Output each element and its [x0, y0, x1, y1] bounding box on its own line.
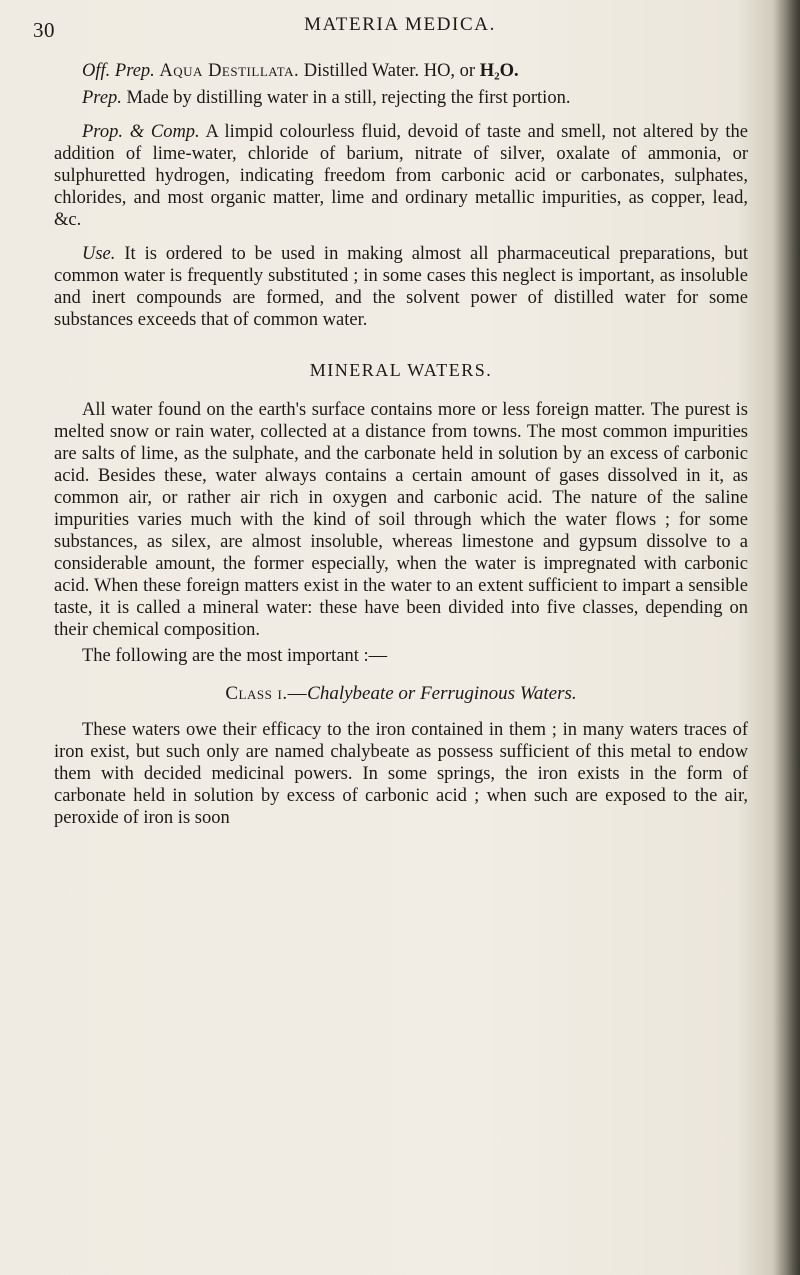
section-heading-mineral-waters: MINERAL WATERS. — [309, 360, 493, 380]
prep-label: Prep. — [82, 88, 122, 108]
class-paragraph: These waters owe their efficacy to the iron contained in them ; in many waters traces of iron exist, but such only are named chalybeate as possess sufficient of this metal to endow them with decided medicinal powers. In some springs, the iron exists in the form of carbonate held in solution by excess of carbonic acid ; when such are exposed to the air, peroxide of iron is soon — [54, 720, 748, 828]
prep-text: Made by distilling water in a still, rejecting the first portion. — [126, 88, 571, 108]
use-label: Use. — [82, 244, 116, 264]
prep-paragraph — [54, 87, 748, 109]
page-number: 30 — [33, 18, 55, 42]
mineral-paragraph: All water found on the earth's surface contains more or less foreign matter. The purest is melted snow or rain water, collected at a distance from towns. The most common impurities are salts of lime, as the sulphate, and the carbonate held in solution by an excess of carbonic acid. Besides these, water always contains a certain amount of gases dissolved in it, as common air, or rather air rich in oxygen and carbonic acid. The nature of the saline impurities varies much with the kind of soil through which the water flows ; for some substances, as silex, are almost insoluble, whereas limestone and gypsum dissolve to a considerable amount, the former especially, when the water is impregnated with carbonic acid. When these foreign matters exist in the water to an extent sufficient to impart a sensible taste, it is called a mineral water: these have been divided into five classes, depending on their chemical composition. — [54, 400, 748, 640]
off-prep-label: Off. Prep. — [82, 61, 155, 81]
entry-english-name: Distilled Water. — [303, 61, 420, 81]
class-label: Class i.— — [225, 683, 308, 704]
use-text: It is ordered to be used in making almost all pharmaceutical preparations, but common water is frequently substituted ; in some cases this neglect is important, as insoluble and inert compounds are formed, and the solvent power of distilled water for some substances exceeds that of common water. — [54, 244, 748, 330]
prop-paragraph — [54, 121, 748, 231]
entry-formula: H₂O. — [479, 61, 519, 81]
prop-text: A limpid colourless fluid, devoid of taste and smell, not altered by the addition of lime-water, chloride of barium, nitrate of silver, oxalate of ammonia, or sulphuretted hydrogen, indicating freedom from carbonic acid or carbonates, sulphates, chlorides, and most organic matter, lime and ordinary metallic impurities, as copper, lead, &c. — [54, 122, 748, 230]
entry-formula-text: HO, or — [423, 61, 476, 81]
page-content — [54, 60, 748, 841]
entry-name: Aqua Destillata. — [159, 61, 300, 81]
entry-line — [54, 60, 748, 82]
class-title: Chalybeate or Ferruginous Waters. — [307, 683, 577, 704]
use-paragraph — [54, 243, 748, 331]
class-heading — [54, 683, 748, 705]
mineral-intro-line: The following are the most important :— — [82, 646, 388, 666]
page-edge-shadow — [772, 0, 800, 1275]
prop-label: Prop. & Comp. — [82, 122, 200, 142]
running-head: MATERIA MEDICA. — [304, 14, 496, 35]
